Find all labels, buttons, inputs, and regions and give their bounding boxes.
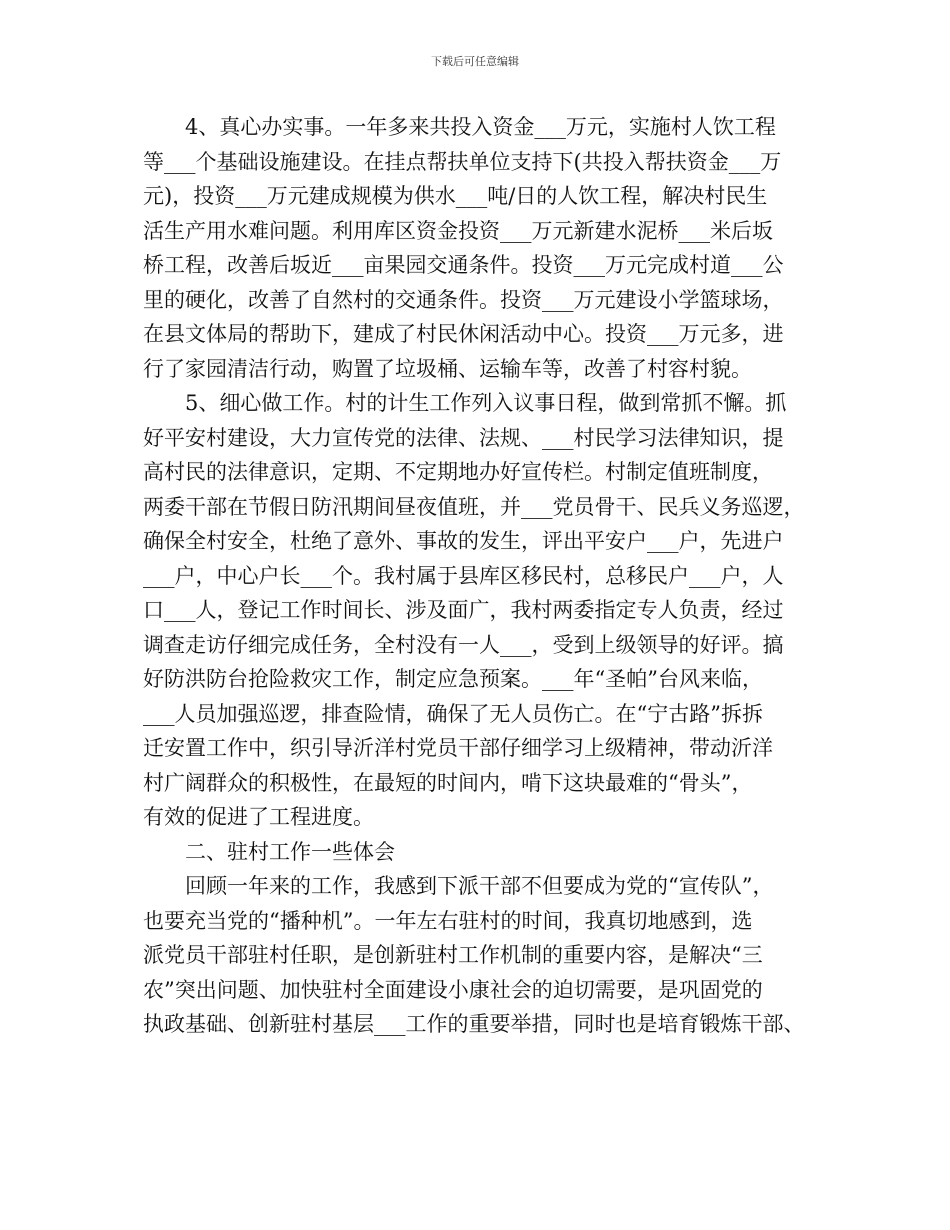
text-line: 执政基础、创新驻村基层___工作的重要举措，同时也是培育锻炼干部、 — [143, 1012, 805, 1036]
text-line: 在县文体局的帮助下，建成了村民休闲活动中心。投资___万元多，进 — [143, 322, 784, 346]
text-line: 元)，投资___万元建成规模为供水___吨/日的人饮工程，解决村民生 — [143, 184, 768, 208]
text-line: 确保全村安全，杜绝了意外、事故的发生，评出平安户___户，先进户 — [143, 529, 784, 553]
text-line: ___户，中心户长___个。我村属于县库区移民村，总移民户___户，人 — [143, 563, 784, 588]
text-line: 两委干部在节假日防汛期间昼夜值班，并___党员骨干、民兵义务巡逻， — [143, 494, 805, 519]
text-line: 活生产用水难问题。利用库区资金投资___万元新建水泥桥___米后坂 — [143, 218, 773, 243]
text-line: ___人员加强巡逻，排查险情，确保了无人员伤亡。在“宁古路”拆拆 — [143, 701, 763, 726]
text-line: 桥工程，改善后坂近___亩果园交通条件。投资___万元完成村道___公 — [143, 253, 784, 277]
text-line: 有效的促进了工程进度。 — [143, 805, 374, 829]
text-line: 等___个基础设施建设。在挂点帮扶单位支持下(共投入帮扶资金___万 — [143, 149, 782, 174]
text-line: 里的硬化，改善了自然村的交通条件。投资___万元建设小学篮球场， — [143, 287, 784, 312]
text-line: 回顾一年来的工作，我感到下派干部不但要成为党的“宣传队”， — [143, 874, 774, 898]
text-line: 派党员干部驻村任职，是创新驻村工作机制的重要内容，是解决“三 — [143, 943, 763, 967]
text-line: 也要充当党的“播种机”。一年左右驻村的时间，我真切地感到，选 — [143, 908, 753, 933]
document-body — [143, 110, 823, 1042]
text-line: 口___人，登记工作时间长、涉及面广，我村两委指定专人负责，经过 — [143, 598, 784, 622]
section-heading: 二、驻村工作一些体会 — [143, 839, 395, 864]
text-line: 高村民的法律意识，定期、不定期地办好宣传栏。村制定值班制度， — [143, 460, 773, 484]
text-line: 村广阔群众的积极性，在最短的时间内，啃下这块最难的“骨头”， — [143, 770, 753, 795]
text-line: 行了家园清洁行动，购置了垃圾桶、运输车等，改善了村容村貌。 — [143, 356, 752, 381]
text-line: 好平安村建设，大力宣传党的法律、法规、___村民学习法律知识，提 — [143, 425, 784, 450]
text-line: 迁安置工作中，织引导沂洋村党员干部仔细学习上级精神，带动沂洋 — [143, 736, 773, 760]
page-header: 下载后可任意编辑 — [431, 55, 519, 68]
text-line: 5、细心做工作。村的计生工作列入议事日程，做到常抓不懈。抓 — [143, 391, 787, 415]
text-line: 4、真心办实事。一年多来共投入资金___万元，实施村人饮工程 — [143, 115, 776, 139]
text-line: 农”突出问题、加快驻村全面建设小康社会的迫切需要，是巩固党的 — [143, 977, 763, 1002]
text-line: 好防洪防台抢险救灾工作，制定应急预案。___年“圣帕”台风来临， — [143, 667, 763, 691]
text-line: 调查走访仔细完成任务，全村没有一人___，受到上级领导的好评。搞 — [143, 632, 784, 657]
